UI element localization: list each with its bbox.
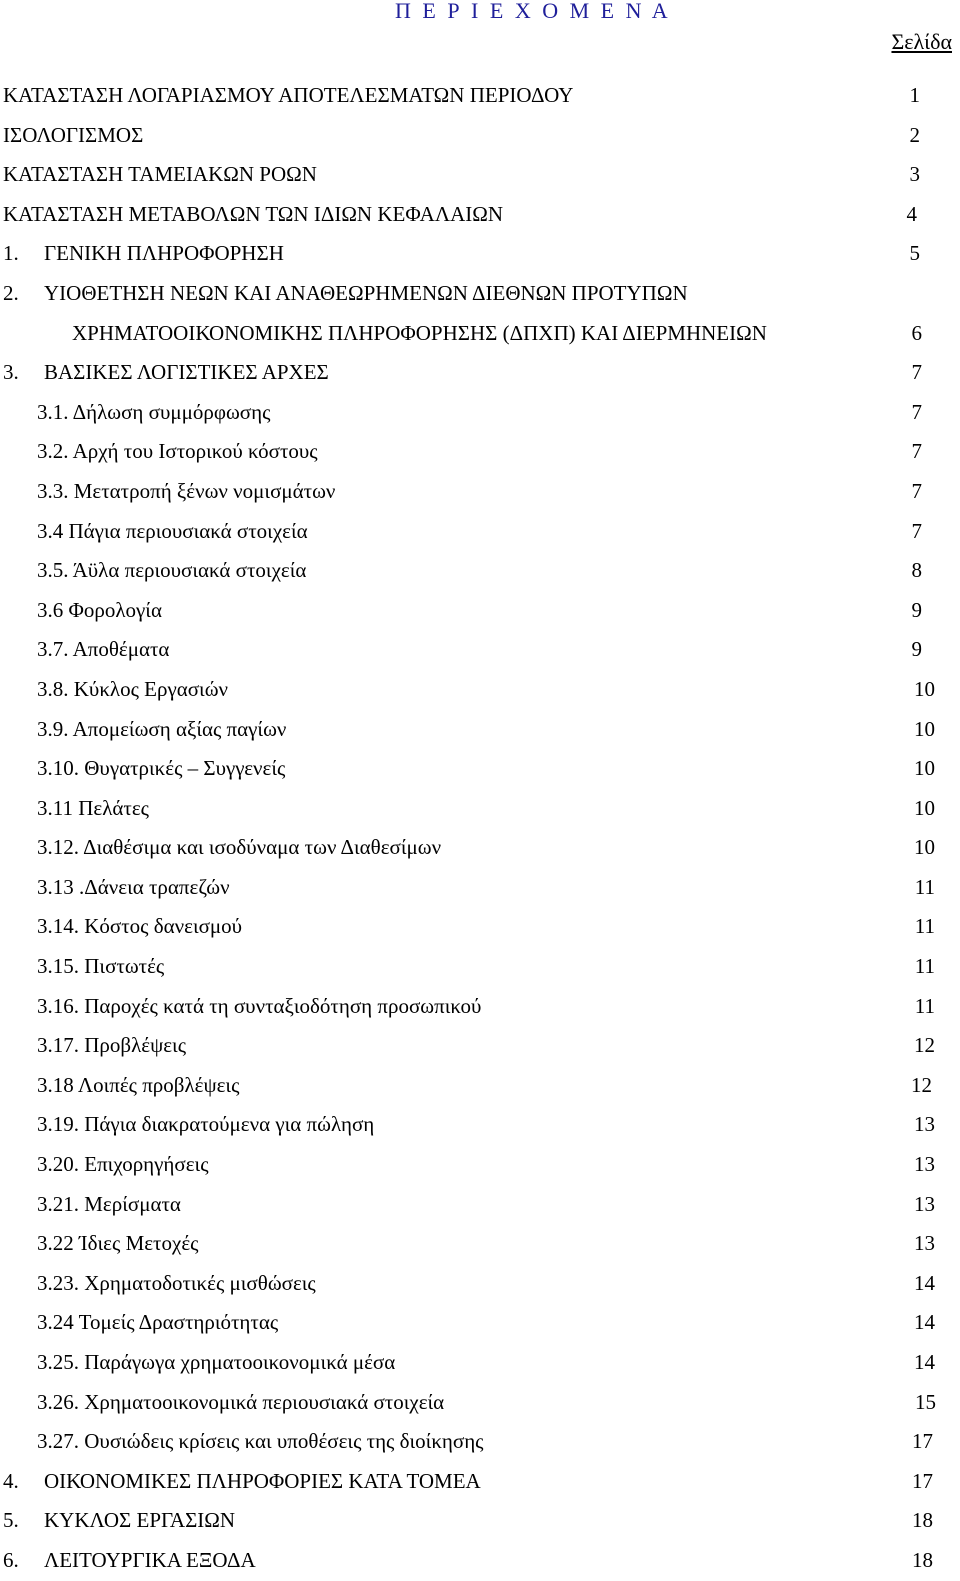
- toc-entry: [0, 1303, 960, 1343]
- toc-entry: [0, 1185, 960, 1225]
- toc-entry-page: 9: [911, 637, 922, 662]
- toc-entry: [0, 234, 960, 274]
- toc-entry: [0, 353, 960, 393]
- toc-entry-title: 3.16. Παροχές κατά τη συνταξιοδότηση προσωπικού: [37, 993, 482, 1018]
- toc-entry-page: 7: [911, 518, 922, 543]
- toc-entry: [0, 1105, 960, 1145]
- toc-entry: [0, 512, 960, 552]
- toc-entry: [0, 710, 960, 750]
- toc-entry-page: 12: [914, 1033, 935, 1058]
- toc-entry: [0, 591, 960, 631]
- toc-entry-title: 3.4 Πάγια περιουσιακά στοιχεία: [37, 518, 308, 543]
- toc-entry-page: 10: [914, 795, 935, 820]
- toc-entry: [0, 868, 960, 908]
- toc-entry-page: 18: [912, 1547, 933, 1572]
- toc-entry-page: 11: [914, 874, 935, 899]
- toc-entry-page: 10: [914, 676, 935, 701]
- toc-entry-title: ΚΑΤΑΣΤΑΣΗ ΤΑΜΕΙΑΚΩΝ ΡΟΩΝ: [3, 162, 317, 187]
- toc-entry-title: ΒΑΣΙΚΕΣ ΛΟΓΙΣΤΙΚΕΣ ΑΡΧΕΣ: [44, 360, 329, 385]
- toc-entry-number: 4.: [3, 1468, 19, 1493]
- toc-entry: [0, 432, 960, 472]
- toc-entry-title: 3.15. Πιστωτές: [37, 954, 165, 979]
- toc-entry-page: 11: [914, 954, 935, 979]
- toc-entry: [0, 76, 960, 116]
- toc-entry-title: 3.22 Ίδιες Μετοχές: [37, 1231, 199, 1256]
- toc-entry-title: 3.14. Κόστος δανεισμού: [37, 914, 243, 939]
- toc-entry-title: ΧΡΗΜΑΤΟΟΙΚΟΝΟΜΙΚΗΣ ΠΛΗΡΟΦΟΡΗΣΗΣ (ΔΠΧΠ) ΚΑΙ ΔΙΕΡΜΗΝΕΙΩΝ: [72, 320, 767, 345]
- toc-entry-title: 3.9. Απομείωση αξίας παγίων: [37, 716, 287, 741]
- toc-entry-page: 14: [914, 1310, 935, 1335]
- toc-entry-title: 3.24 Τομείς Δραστηριότητας: [37, 1310, 279, 1335]
- page-title: Π Ε Ρ Ι Ε Χ Ο Μ Ε Ν Α: [395, 0, 671, 23]
- toc-entry-page: 10: [914, 756, 935, 781]
- table-of-contents: [0, 76, 960, 1581]
- toc-entry-page: 8: [911, 558, 922, 583]
- toc-entry-title: 3.27. Ουσιώδεις κρίσεις και υποθέσεις της διοίκησης: [37, 1429, 484, 1454]
- toc-entry-title: ΚΑΤΑΣΤΑΣΗ ΛΟΓΑΡΙΑΣΜΟΥ ΑΠΟΤΕΛΕΣΜΑΤΩΝ ΠΕΡΙΟΔΟΥ: [3, 83, 574, 107]
- toc-entry-page: 18: [912, 1508, 933, 1533]
- toc-entry: [0, 1224, 960, 1264]
- toc-entry-page: 6: [911, 320, 922, 345]
- toc-entry-number: 5.: [3, 1508, 19, 1533]
- toc-entry-title: ΚΑΤΑΣΤΑΣΗ ΜΕΤΑΒΟΛΩΝ ΤΩΝ ΙΔΙΩΝ ΚΕΦΑΛΑΙΩΝ: [3, 201, 504, 226]
- toc-entry-page: 1: [909, 83, 920, 107]
- toc-entry-page: 10: [914, 835, 935, 860]
- toc-entry: [0, 630, 960, 670]
- toc-entry-title: ΟΙΚΟΝΟΜΙΚΕΣ ΠΛΗΡΟΦΟΡΙΕΣ ΚΑΤΑ ΤΟΜΕΑ: [44, 1468, 481, 1493]
- toc-entry: [0, 947, 960, 987]
- toc-entry-title: 3.26. Χρηματοοικονομικά περιουσιακά στοιχεία: [37, 1389, 445, 1414]
- toc-entry-page: 14: [914, 1350, 935, 1374]
- toc-entry-title: 3.8. Κύκλος Εργασιών: [37, 676, 229, 701]
- toc-entry-page: 17: [912, 1468, 933, 1493]
- toc-entry: [0, 828, 960, 868]
- toc-entry-page: 9: [911, 597, 922, 622]
- toc-entry-title: 3.5. Άϋλα περιουσιακά στοιχεία: [37, 558, 307, 583]
- toc-entry: [0, 314, 960, 354]
- toc-entry-title: 3.3. Μετατροπή ξένων νομισμάτων: [37, 478, 336, 503]
- toc-entry-title: 3.23. Χρηματοδοτικές μισθώσεις: [37, 1270, 316, 1295]
- toc-entry: [0, 1501, 960, 1541]
- toc-entry: [0, 472, 960, 512]
- toc-entry-title: 3.13 .Δάνεια τραπεζών: [37, 874, 230, 899]
- toc-entry-page: 14: [914, 1270, 935, 1295]
- toc-entry-title: 3.1. Δήλωση συμμόρφωσης: [37, 399, 271, 424]
- toc-entry: [0, 987, 960, 1027]
- toc-entry: [0, 1422, 960, 1462]
- toc-entry-title: 3.18 Λοιπές προβλέψεις: [37, 1072, 240, 1097]
- toc-entry-title: 3.12. Διαθέσιμα και ισοδύναμα των Διαθεσίμων: [37, 835, 442, 860]
- toc-entry-page: 7: [911, 360, 922, 385]
- toc-entry: [0, 551, 960, 591]
- toc-entry-title: 3.17. Προβλέψεις: [37, 1033, 187, 1058]
- toc-entry-number: 2.: [3, 280, 19, 305]
- toc-entry-page: 11: [914, 914, 935, 939]
- toc-entry-page: 17: [912, 1429, 933, 1454]
- toc-entry-number: 1.: [3, 241, 19, 266]
- toc-entry: [0, 1343, 960, 1383]
- toc-entry-page: 12: [911, 1072, 932, 1097]
- toc-entry-title: 3.25. Παράγωγα χρηματοοικονομικά μέσα: [37, 1350, 396, 1374]
- toc-entry-title: ΚΥΚΛΟΣ ΕΡΓΑΣΙΩΝ: [44, 1508, 236, 1533]
- toc-entry: [0, 393, 960, 433]
- toc-entry-page: 4: [906, 201, 917, 226]
- toc-entry-title: 3.10. Θυγατρικές – Συγγενείς: [37, 756, 286, 781]
- toc-entry-title: 3.6 Φορολογία: [37, 597, 162, 622]
- toc-entry-title: ΓΕΝΙΚΗ ΠΛΗΡΟΦΟΡΗΣΗ: [44, 241, 284, 266]
- toc-entry: [0, 195, 960, 235]
- toc-entry-page: 2: [909, 122, 920, 147]
- toc-entry: [0, 274, 960, 314]
- toc-entry: [0, 670, 960, 710]
- toc-entry: [0, 789, 960, 829]
- toc-entry-page: 5: [909, 241, 920, 266]
- toc-entry-title: ΙΣΟΛΟΓΙΣΜΟΣ: [3, 122, 144, 147]
- toc-entry-title: ΥΙΟΘΕΤΗΣΗ ΝΕΩΝ ΚΑΙ ΑΝΑΘΕΩΡΗΜΕΝΩΝ ΔΙΕΘΝΩΝ ΠΡΟΤΥΠΩΝ: [44, 280, 688, 305]
- toc-entry-title: 3.7. Αποθέματα: [37, 637, 170, 662]
- toc-entry-title: 3.21. Μερίσματα: [37, 1191, 181, 1216]
- toc-entry-title: 3.20. Επιχορηγήσεις: [37, 1152, 209, 1177]
- toc-entry-page: 13: [914, 1231, 935, 1256]
- toc-entry-page: 13: [914, 1112, 935, 1137]
- toc-entry: [0, 749, 960, 789]
- page-column-label: Σελίδα: [891, 29, 952, 54]
- toc-entry-number: 6.: [3, 1547, 19, 1572]
- toc-entry-title: ΛΕΙΤΟΥΡΓΙΚΑ ΕΞΟΔΑ: [44, 1547, 256, 1572]
- toc-entry: [0, 1066, 960, 1106]
- toc-entry: [0, 116, 960, 156]
- toc-entry: [0, 1383, 960, 1423]
- toc-entry: [0, 1145, 960, 1185]
- toc-entry-page: 7: [911, 399, 922, 424]
- toc-entry-page: 15: [915, 1389, 936, 1414]
- toc-entry: [0, 1462, 960, 1502]
- toc-entry: [0, 1264, 960, 1304]
- toc-entry-title: 3.2. Αρχή του Ιστορικού κόστους: [37, 439, 318, 464]
- toc-entry-number: 3.: [3, 360, 19, 385]
- toc-entry-page: 7: [911, 439, 922, 464]
- toc-entry: [0, 155, 960, 195]
- toc-entry: [0, 907, 960, 947]
- toc-entry-page: 7: [911, 478, 922, 503]
- toc-entry-title: 3.11 Πελάτες: [37, 795, 149, 820]
- toc-entry-page: 13: [914, 1152, 935, 1177]
- toc-entry-title: 3.19. Πάγια διακρατούμενα για πώληση: [37, 1112, 375, 1137]
- toc-entry-page: 11: [914, 993, 935, 1018]
- toc-entry-page: 10: [914, 716, 935, 741]
- toc-entry-page: 3: [909, 162, 920, 187]
- toc-entry-page: 13: [914, 1191, 935, 1216]
- toc-entry: [0, 1026, 960, 1066]
